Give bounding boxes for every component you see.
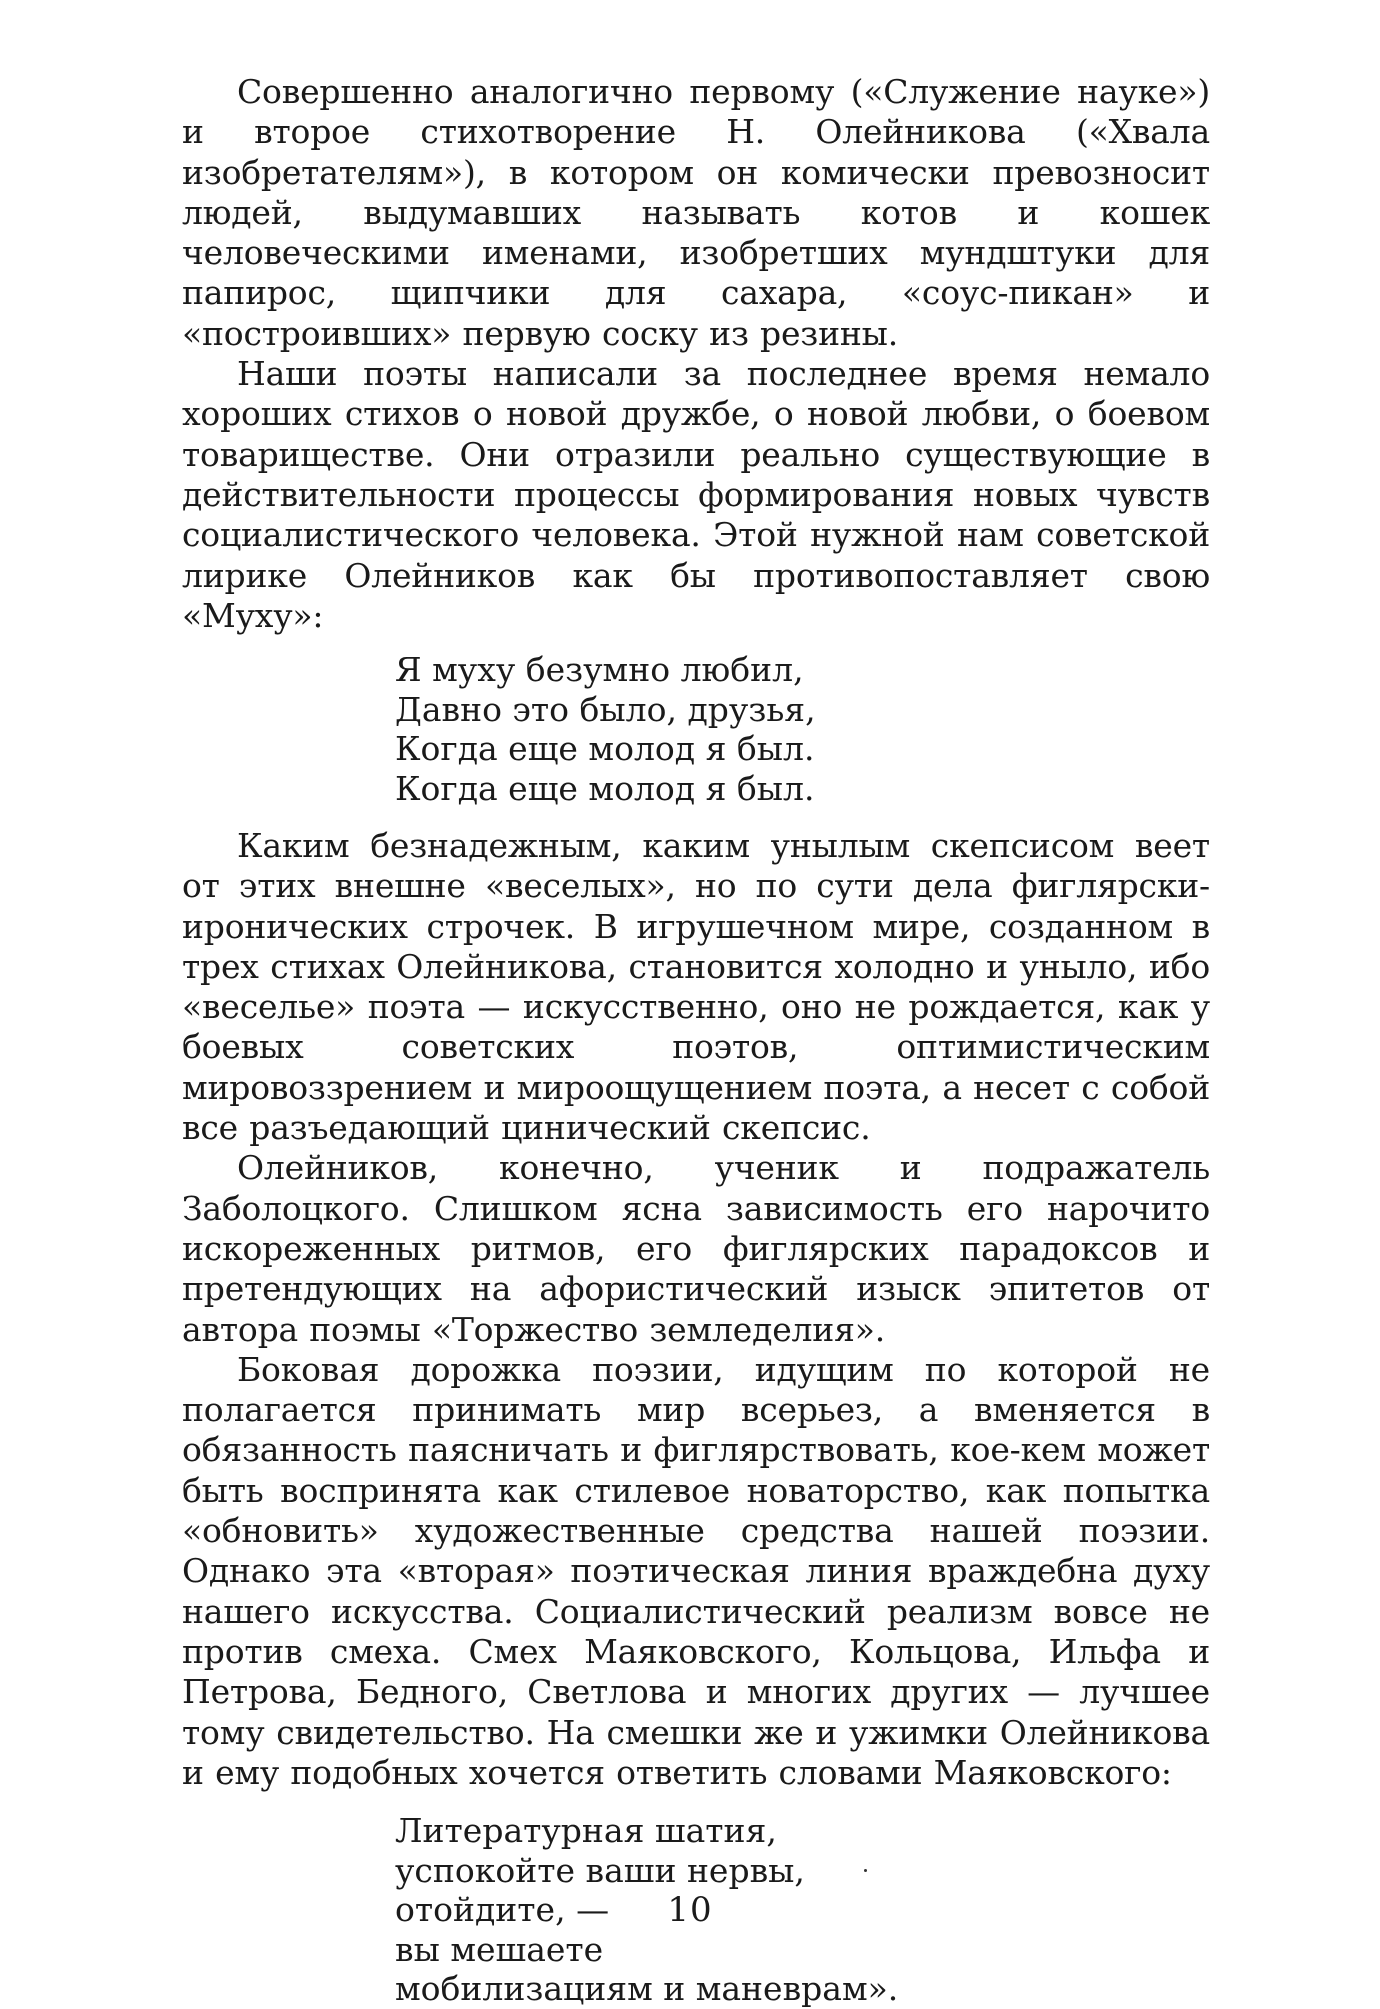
verse-line: мобилизациям и маневрам».: [395, 1969, 899, 2008]
verse-line: успокойте ваши нервы,: [395, 1850, 805, 1890]
verse-line: Литературная шатия,: [395, 1811, 777, 1850]
text-block-top: [182, 72, 1210, 636]
paragraph-praise-inventors: Совершенно аналогично первому («Служение науке») и второе стихотворение Н. Олейникова («Хвала изобретателям»), в котором он комически превозносит людей, выдумавших называть котов и кошек человеческими именами, изобретших мундштуки для папирос, щипчики для сахара, «соус-пикан» и «построивших» первую соску из резины.: [182, 72, 1210, 353]
verse-fly-quote: [395, 650, 816, 808]
text-block-middle: [182, 826, 1210, 1793]
paragraph-zabolotsky: Олейников, конечно, ученик и подражатель Заболоцкого. Слишком ясна зависимость его нарочито искореженных ритмов, его фиглярских парадоксов и претендующих на афористический изыск эпитетов от автора поэмы «Торжество земледелия».: [182, 1148, 1210, 1349]
verse-line: вы мешаете: [395, 1929, 604, 1969]
paragraph-side-path: Боковая дорожка поэзии, идущим по которой не полагается принимать мир всерьез, а вменяется в обязанность паясничать и фиглярствовать, кое-кем может быть воспринята как стилевое новаторство, как попытка «обновить» художественные средства нашей поэзии. Однако эта «вторая» поэтическая линия враждебна духу нашего искусства. Социалистический реализм вовсе не против смеха. Смех Маяковского, Кольцова, Ильфа и Петрова, Бедного, Светлова и многих других — лучшее тому свидетельство. На смешки же и ужимки Олейникова и ему подобных хочется ответить словами Маяковского:: [182, 1349, 1210, 1792]
page-number: 10: [667, 1890, 713, 1930]
verse-line: Когда еще молод я был.: [395, 729, 815, 768]
verse-line: Я муху безумно любил,: [395, 650, 804, 689]
print-speck: [864, 1869, 867, 1872]
verse-line: Когда еще молод я был.: [395, 768, 815, 808]
paragraph-new-feelings: Наши поэты написали за последнее время немало хороших стихов о новой дружбе, о новой любви, о боевом товариществе. Они отразили реально существующие в действительности процессы формирования новых чувств социалистического человека. Этой нужной нам советской лирике Олейников как бы противопоставляет свою «Муху»:: [182, 354, 1210, 635]
verse-line: отойдите, —: [395, 1890, 610, 1929]
paragraph-skepticism: Каким безнадежным, каким унылым скепсисом веет от этих внешне «веселых», но по сути дела фиглярски-иронических строчек. В игрушечном мире, созданном в трех стихах Олейникова, становится холодно и уныло, ибо «веселье» поэта — искусственно, оно не рождается, как у боевых советских поэтов, оптимистическим мировоззрением и мироощущением поэта, а несет с собой все разъедающий цинический скепсис.: [182, 826, 1210, 1148]
verse-line: Давно это было, друзья,: [395, 689, 816, 729]
